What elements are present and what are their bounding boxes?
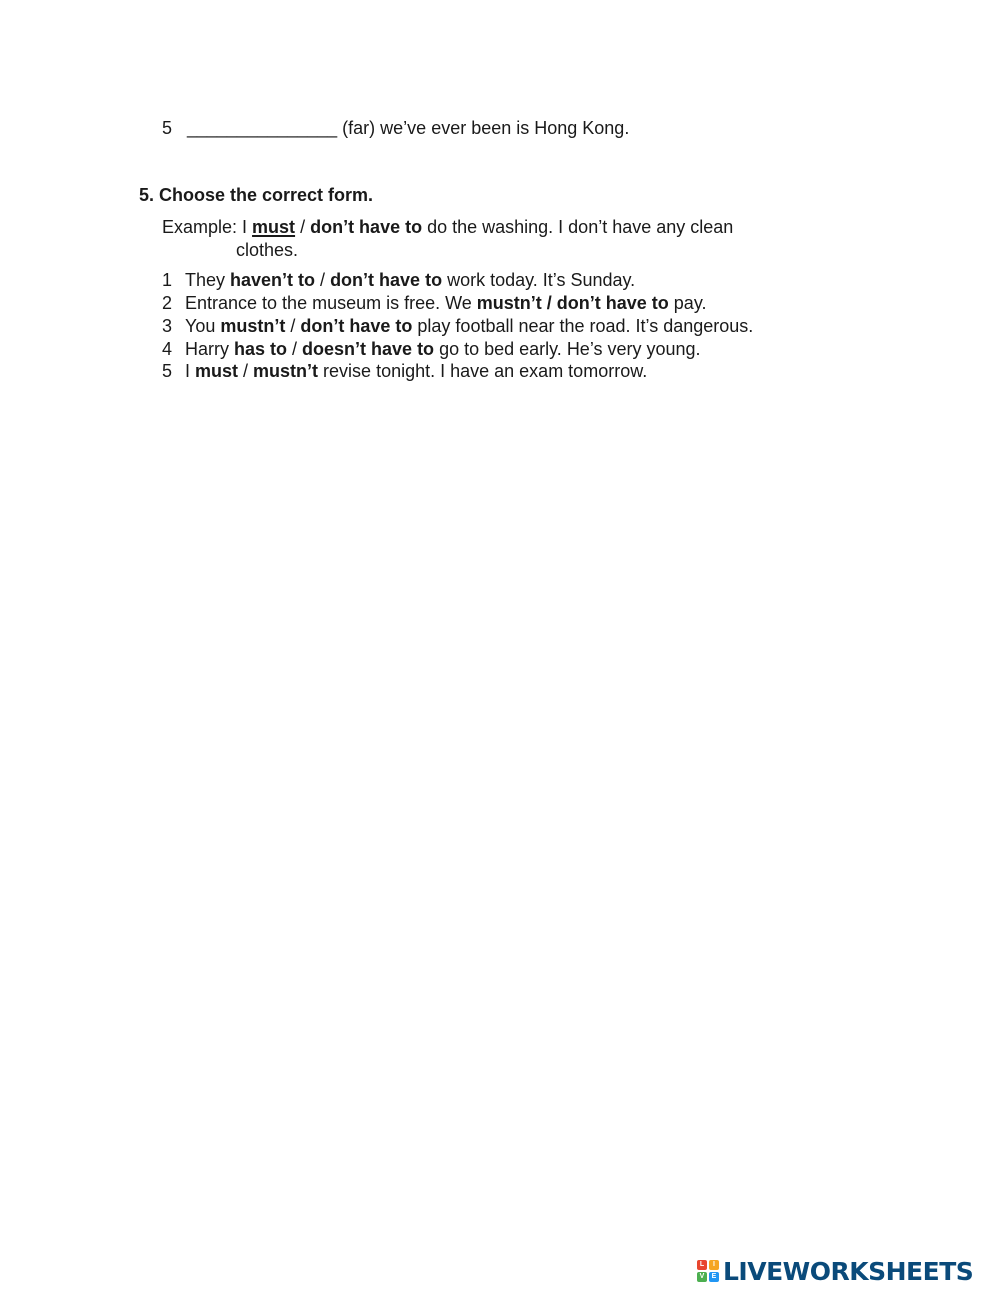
- item-text-pre: Harry: [185, 339, 234, 359]
- previous-item-5: [162, 117, 629, 139]
- option-1[interactable]: has to: [234, 339, 288, 359]
- example-option-correct: must: [252, 217, 296, 237]
- option-2[interactable]: don’t have to: [330, 270, 443, 290]
- exercise-item-5: [162, 360, 647, 382]
- section-heading: 5. Choose the correct form.: [139, 185, 374, 205]
- logo-mark-tile: L: [697, 1260, 707, 1270]
- item-text-post: play football near the road. It’s dangerous.: [412, 316, 754, 336]
- option-separator: /: [315, 270, 331, 290]
- option-2[interactable]: doesn’t have to: [302, 339, 435, 359]
- option-1[interactable]: haven’t to: [230, 270, 316, 290]
- logo-mark-icon: [697, 1260, 719, 1282]
- option-1[interactable]: must: [195, 361, 239, 381]
- item-number: 4: [162, 339, 173, 359]
- option-2[interactable]: mustn’t: [253, 361, 319, 381]
- exercise-item-4: [162, 338, 701, 360]
- item-text-pre: You: [185, 316, 221, 336]
- logo-mark-tile: I: [709, 1260, 719, 1270]
- item-number: 2: [162, 293, 173, 313]
- example-rest: do the washing. I don’t have any clean: [422, 217, 734, 237]
- item-text: (far) we’ve ever been is Hong Kong.: [337, 118, 630, 138]
- exercise-item-3: [162, 315, 753, 337]
- option-1[interactable]: mustn’t: [220, 316, 286, 336]
- logo-mark-tile: E: [709, 1272, 719, 1282]
- item-number: 1: [162, 270, 173, 290]
- logo-mark-tile: V: [697, 1272, 707, 1282]
- option-2[interactable]: don’t have to: [300, 316, 413, 336]
- item-number: 5: [162, 118, 173, 138]
- item-text-pre: They: [185, 270, 231, 290]
- exercise-item-2: [162, 292, 706, 314]
- item-text-pre: Entrance to the museum is free. We: [185, 293, 477, 313]
- example-option-other: don’t have to: [310, 217, 423, 237]
- option-choices[interactable]: mustn’t / don’t have to: [476, 293, 669, 313]
- example-separator: /: [295, 217, 311, 237]
- option-separator: /: [238, 361, 254, 381]
- item-number: 5: [162, 361, 173, 381]
- logo-text: LIVEWORKSHEETS: [723, 1256, 974, 1286]
- item-text-post: work today. It’s Sunday.: [442, 270, 636, 290]
- example-continuation: clothes.: [236, 240, 299, 260]
- option-separator: /: [287, 339, 303, 359]
- liveworksheets-logo: [697, 1257, 973, 1285]
- item-text-post: revise tonight. I have an exam tomorrow.: [318, 361, 648, 381]
- exercise-item-1: [162, 269, 635, 291]
- item-number: 3: [162, 316, 173, 336]
- item-text-pre: I: [185, 361, 196, 381]
- item-text-post: go to bed early. He’s very young.: [434, 339, 701, 359]
- item-text-post: pay.: [668, 293, 707, 313]
- example-line: [162, 216, 733, 238]
- example-prefix: Example: I: [162, 217, 253, 237]
- option-separator: /: [285, 316, 301, 336]
- answer-blank: _______________: [187, 118, 338, 138]
